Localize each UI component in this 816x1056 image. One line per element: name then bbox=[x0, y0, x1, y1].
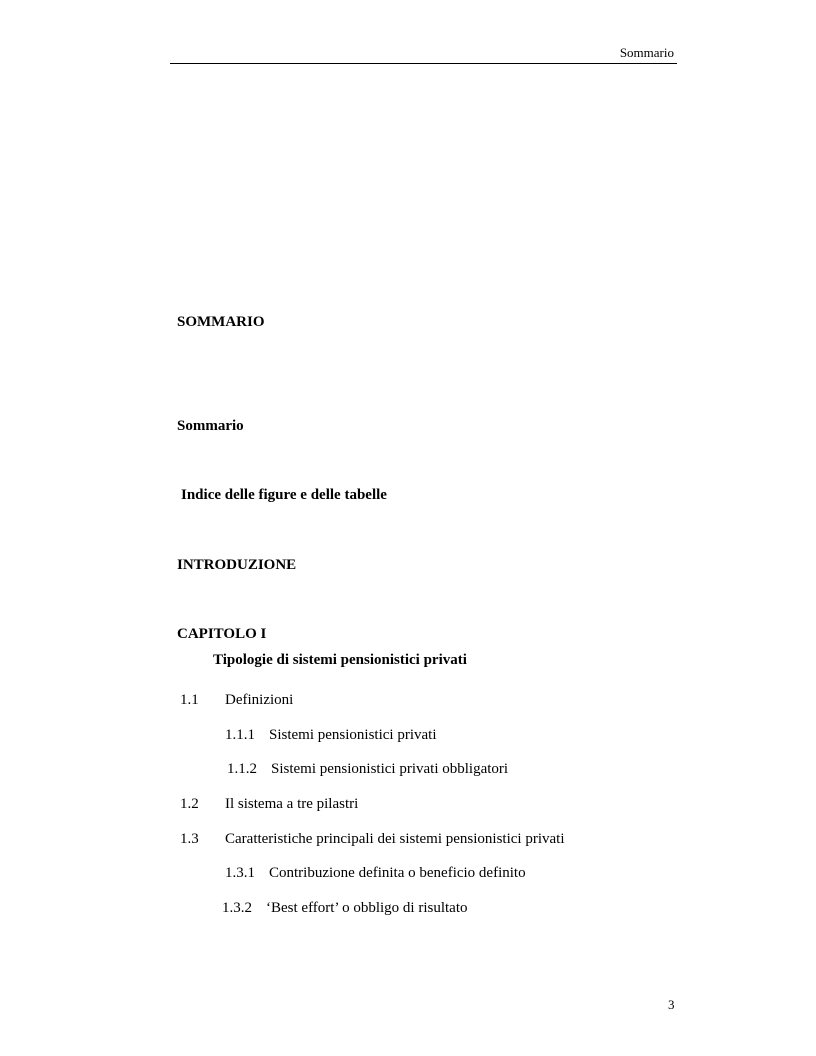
toc-chapter-title: Tipologie di sistemi pensionistici privati bbox=[213, 652, 467, 668]
header-rule bbox=[170, 63, 677, 64]
toc-subsection-title: Sistemi pensionistici privati obbligatori bbox=[271, 761, 509, 777]
toc-subsection-number: 1.3.2 bbox=[222, 900, 252, 916]
running-header: Sommario bbox=[619, 45, 674, 60]
toc-subsection-number: 1.1.2 bbox=[227, 761, 257, 777]
toc-subsection-number: 1.1.1 bbox=[225, 727, 255, 743]
toc-subsection-title: Contribuzione definita o beneficio definito bbox=[269, 865, 526, 881]
toc-section-title: Il sistema a tre pilastri bbox=[225, 796, 359, 812]
toc-entry-introduzione: INTRODUZIONE bbox=[177, 557, 297, 573]
toc-subsection-title: Sistemi pensionistici privati bbox=[269, 727, 437, 743]
toc-entry-sommario: Sommario bbox=[177, 418, 244, 434]
toc-section-title: Caratteristiche principali dei sistemi pensionistici privati bbox=[225, 831, 565, 847]
toc-section-title: Definizioni bbox=[225, 692, 294, 708]
toc-section-number: 1.1 bbox=[180, 692, 199, 708]
page-number: 3 bbox=[668, 997, 675, 1012]
toc-section-number: 1.3 bbox=[180, 831, 199, 847]
toc-subsection-title: ‘Best effort’ o obbligo di risultato bbox=[266, 900, 468, 916]
toc-section-number: 1.2 bbox=[180, 796, 199, 812]
toc-entry-indice: Indice delle figure e delle tabelle bbox=[181, 487, 387, 503]
toc-subsection-number: 1.3.1 bbox=[225, 865, 255, 881]
toc-chapter-label: CAPITOLO I bbox=[177, 626, 267, 642]
page-heading: SOMMARIO bbox=[177, 314, 265, 330]
